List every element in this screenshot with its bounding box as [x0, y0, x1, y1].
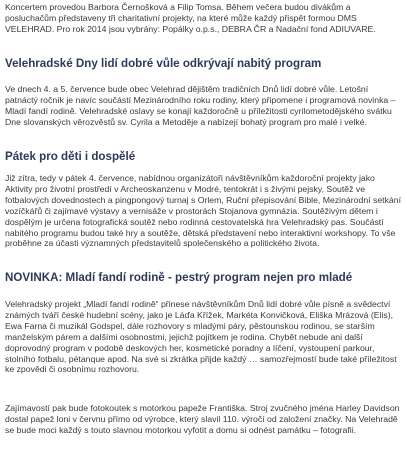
section-heading-velehradske-dny: Velehradské Dny lidí dobré vůle odkrývají nabitý program	[5, 57, 322, 70]
intro-paragraph: Koncertem provedou Barbora Černošková a Filip Tomsa. Během večera budou divákům a posluchačům představeny tři charitativní projekty, na které může každý přispět formou DMS VELEHRAD. Pro rok 2014 jsou vybrány: Popálky o.p.s., DEBRA ČR a Nadační fond ADIUVARE.	[5, 2, 376, 34]
section-paragraph-patek: Již zítra, tedy v pátek 4. července, nabídnou organizátoři návštěvníkům každoroční projekty jako Aktivity pro životní prostředí v Archeoskanzenu v Modré, tentokrát i s živými pejsky, Soutěž ve fotbalových dovednostech a pingpongový turnaj s Orlem, Ruční přepisování Bible, Mezinárodní setkání vozíčkářů či zajímavé výstavy a vernisáže v prostorách Stojanova gymnázia. Soutěživým dětem i dospělým je určena fotografická soutěž nebo rodinná cestovatelská hra Velehradský pas. Součástí nabitého programu budou také hry a soutěže, dětská představení nebo interaktivní workshopy. To vše proběhne za účasti významných představitelů společenského a politického života.	[5, 173, 401, 249]
section-heading-patek: Pátek pro děti i dospělé	[5, 150, 136, 163]
section-paragraph-motorka: Zajímavostí pak bude fotokoutek s motorkou papeže Františka. Stroj zvučného jména Harley Davidson dostal papež loni v červnu přímo od výrobce, který slavil 110. výročí od založení značky. Na Velehradě se bude moci každý s touto slavnou motorkou vyfotit a domu si odnést památku – fotografii.	[5, 403, 400, 435]
section-heading-novinka: NOVINKA: Mladí fandí rodině - pestrý program nejen pro mladé	[5, 271, 353, 284]
section-paragraph-novinka: Velehradský projekt „Mladí fandí rodině“ přinese návštěvníkům Dnů lidí dobré vůle písně a svědectví známých tváří české hudební scény, jako je Láďa Křížek, Markéta Konvičková, Eliška Mrázová (Elis), Ewa Farna či muzikál Godspel, dále rozhovory s mladými páry, pěstounskou rodinou, se starším manželským párem a dalšími osobnostmi, jejichž pojítkem je rodina. Chybět nebude ani další doprovodný program v podobě deskových her, kosmetické poradny a líčení, vystoupení parkour, stolního fotbalu, pétanque apod. Na své si zkrátka přijde každý … samozřejmostí bude také příležitost ke zpovědi či osobnímu rozhovoru.	[5, 299, 397, 375]
section-paragraph-velehradske-dny: Ve dnech 4. a 5. července bude obec Velehrad dějištěm tradičních Dnů lidí dobré vůle. Letošní patnáctý ročník je navíc součástí Mezinárodního roku rodiny, který připomene i programová novinka – Mladí fandí rodině. Velehradské oslavy se konají každoročně u příležitosti cyrilometodějského svátku Dne slovanských věrozvěstů sv. Cyrila a Metoděje a nabízejí bohatý program pro malé i velké.	[5, 84, 396, 127]
